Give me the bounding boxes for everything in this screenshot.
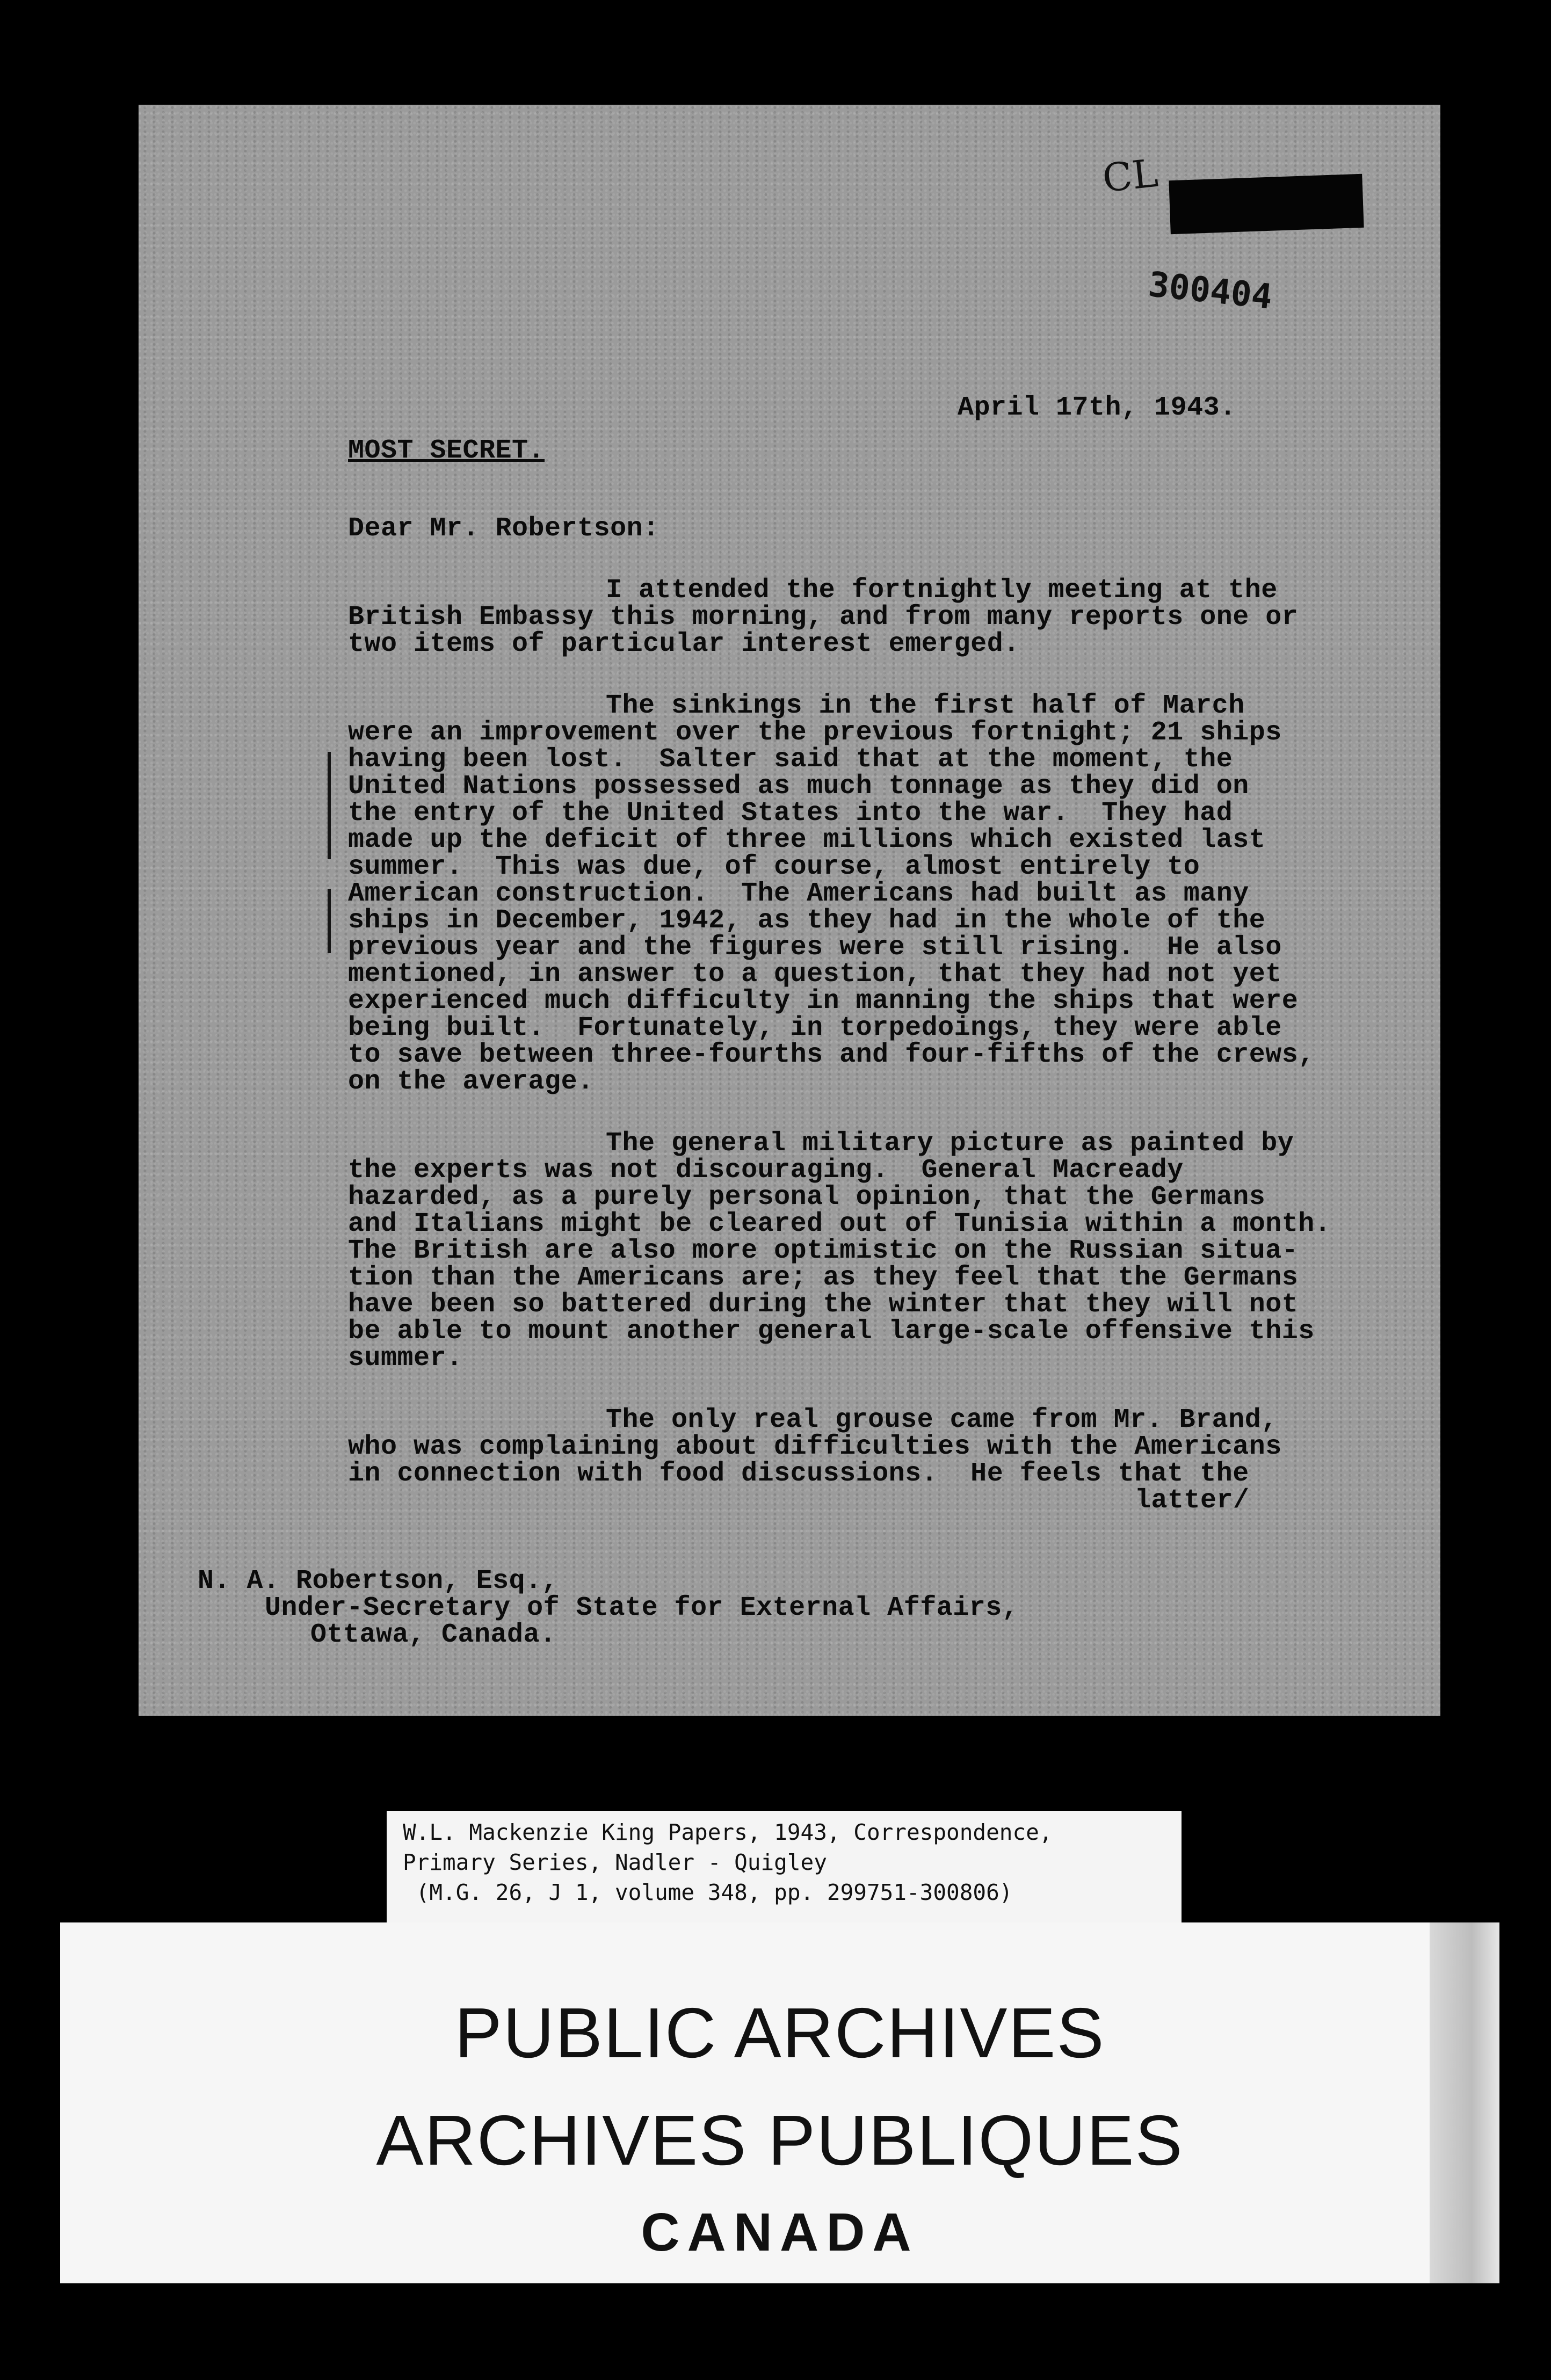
archives-country: CANADA	[641, 2202, 919, 2262]
addressee-city: Ottawa, Canada.	[310, 1620, 556, 1650]
text-line: have been so battered during the winter that they will not	[348, 1289, 1299, 1320]
archives-title-en: PUBLIC ARCHIVES	[454, 1993, 1105, 2072]
reference-line: Primary Series, Nadler - Quigley	[403, 1849, 827, 1875]
letter-date: April 17th, 1943.	[958, 393, 1236, 423]
text-line: on the average.	[348, 1066, 594, 1097]
text-line: hazarded, as a purely personal opinion, that the Germans	[348, 1182, 1266, 1213]
text-line: and Italians might be cleared out of Tunisia within a month.	[348, 1209, 1331, 1239]
continuation-mark: latter/	[1135, 1485, 1250, 1516]
text-line: The only real grouse came from Mr. Brand,	[606, 1405, 1278, 1435]
text-line: experienced much difficulty in manning the ships that were	[348, 986, 1299, 1017]
text-line: summer.	[348, 1343, 463, 1374]
text-line: two items of particular interest emerged.	[348, 629, 1020, 659]
text-line: were an improvement over the previous fortnight; 21 ships	[348, 717, 1282, 748]
text-line: who was complaining about difficulties with the Americans	[348, 1432, 1282, 1462]
text-line: made up the deficit of three millions which existed last	[348, 825, 1266, 855]
archives-title-fr: ARCHIVES PUBLIQUES	[376, 2101, 1184, 2180]
reference-line: W.L. Mackenzie King Papers, 1943, Correspondence,	[403, 1819, 1053, 1845]
text-line: British Embassy this morning, and from many reports one or	[348, 602, 1299, 633]
text-line: The sinkings in the first half of March	[606, 691, 1245, 721]
reference-label	[387, 1811, 1182, 1924]
text-line: having been lost. Salter said that at the moment, the	[348, 744, 1233, 775]
text-line: ships in December, 1942, as they had in the whole of the	[348, 905, 1266, 936]
addressee-title: Under-Secretary of State for External Affairs,	[265, 1593, 1019, 1623]
text-line: The British are also more optimistic on the Russian situa-	[348, 1236, 1299, 1266]
text-line: American construction. The Americans had built as many	[348, 879, 1249, 909]
reference-line: (M.G. 26, J 1, volume 348, pp. 299751-300806)	[403, 1880, 1013, 1905]
text-line: to save between three-fourths and four-fifths of the crews,	[348, 1040, 1315, 1070]
text-line: be able to mount another general large-scale offensive this	[348, 1316, 1315, 1347]
archives-card	[60, 1922, 1499, 2283]
text-line: I attended the fortnightly meeting at the	[606, 575, 1278, 606]
text-line: summer. This was due, of course, almost entirely to	[348, 852, 1200, 882]
margin-mark	[328, 752, 331, 859]
salutation: Dear Mr. Robertson:	[348, 513, 659, 544]
redaction-block	[1169, 174, 1364, 235]
stamped-number: 300404	[1146, 265, 1274, 317]
margin-mark	[328, 889, 331, 953]
text-line: the entry of the United States into the war. They had	[348, 798, 1233, 829]
text-line: being built. Fortunately, in torpedoings, they were able	[348, 1013, 1282, 1043]
text-line: The general military picture as painted by	[606, 1128, 1294, 1159]
letter-page	[139, 105, 1440, 1716]
text-line: previous year and the figures were still rising. He also	[348, 932, 1282, 963]
text-line: mentioned, in answer to a question, that they had not yet	[348, 959, 1282, 990]
handwritten-mark: CL	[1100, 150, 1161, 201]
text-line: United Nations possessed as much tonnage as they did on	[348, 771, 1249, 802]
classification-heading: MOST SECRET.	[348, 436, 545, 466]
addressee-name: N. A. Robertson, Esq.,	[198, 1566, 559, 1597]
text-line: the experts was not discouraging. General Macready	[348, 1155, 1184, 1186]
text-line: in connection with food discussions. He feels that the	[348, 1459, 1249, 1489]
text-line: tion than the Americans are; as they feel that the Germans	[348, 1262, 1299, 1293]
